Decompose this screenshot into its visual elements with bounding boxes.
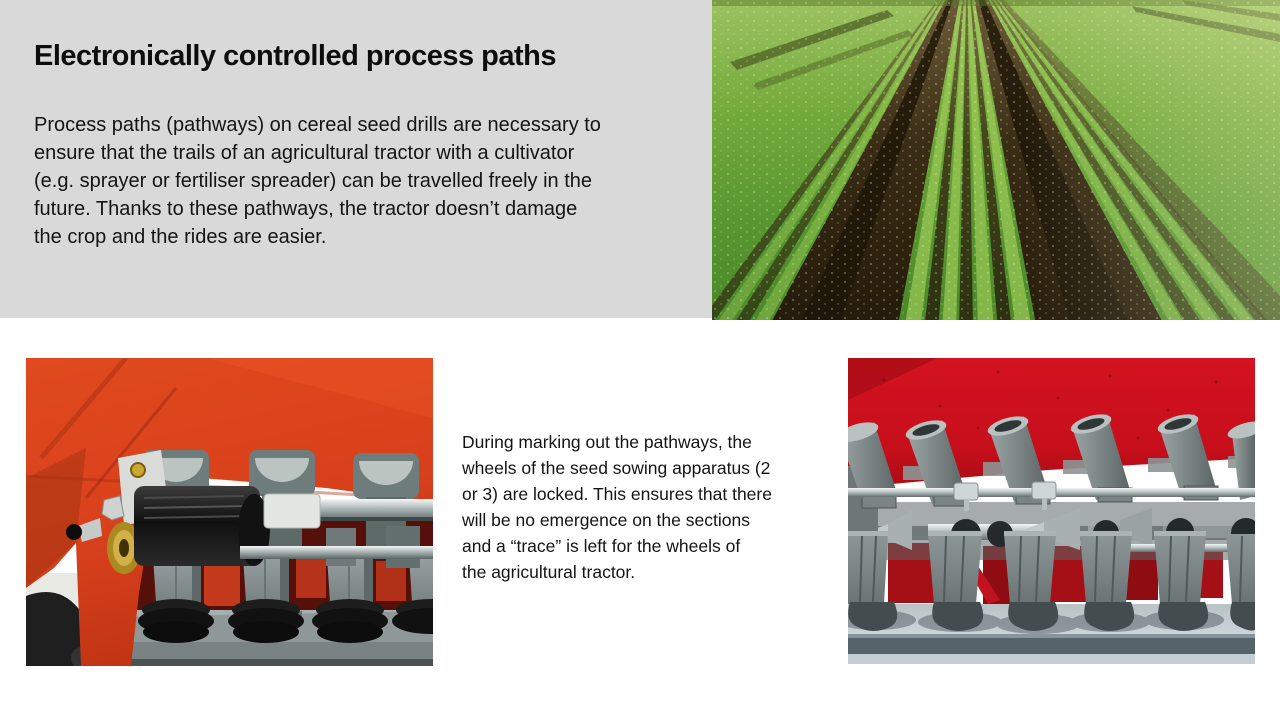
seed-drill-left-photo [26, 358, 433, 666]
title-panel [0, 0, 712, 318]
intro-line: (e.g. sprayer or fertiliser spreader) can be travelled freely in the [34, 170, 593, 192]
caption-line: wheels of the seed sowing apparatus (2 [462, 458, 771, 478]
seed-drill-right-art [848, 358, 1255, 664]
intro-paragraph [34, 111, 601, 251]
caption-paragraph [462, 429, 818, 585]
field-photo-art [712, 0, 1280, 320]
caption-line: will be no emergence on the sections [462, 510, 750, 530]
caption-line: or 3) are locked. This ensures that there [462, 484, 772, 504]
page-title: Electronically controlled process paths [34, 40, 556, 72]
seed-drill-right-photo [848, 358, 1255, 664]
intro-line: Process paths (pathways) on cereal seed drills are necessary to [34, 114, 601, 136]
intro-line: future. Thanks to these pathways, the tractor doesn’t damage [34, 198, 578, 220]
caption-line: the agricultural tractor. [462, 562, 636, 582]
field-ground [712, 0, 1280, 320]
field-crop-rows-photo [712, 0, 1280, 320]
intro-line: ensure that the trails of an agricultural tractor with a cultivator [34, 142, 575, 164]
caption-line: During marking out the pathways, the [462, 432, 752, 452]
caption-line: and a “trace” is left for the wheels of [462, 536, 741, 556]
intro-line: the crop and the rides are easier. [34, 226, 327, 248]
seed-drill-left-art [26, 358, 433, 666]
